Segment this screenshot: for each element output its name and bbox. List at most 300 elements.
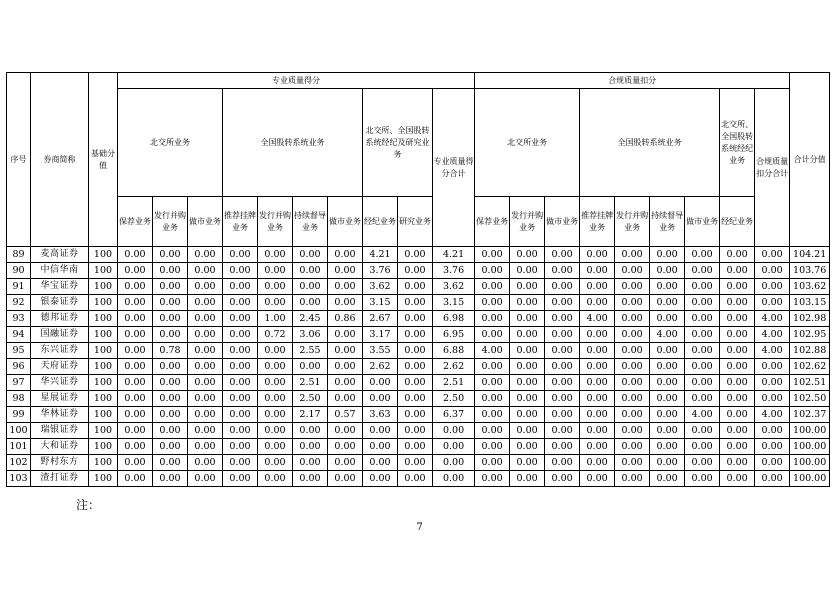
row-value-cell: 103.62: [790, 279, 830, 295]
col-seq-header: 序号: [7, 73, 31, 247]
row-value-cell: 0.00: [398, 423, 433, 439]
row-value-cell: 0.00: [545, 455, 580, 471]
row-value-cell: 0.00: [258, 423, 293, 439]
row-value-cell: 0.00: [510, 375, 545, 391]
row-value-cell: 0.00: [755, 455, 790, 471]
row-value-cell: 0.00: [118, 359, 153, 375]
row-value-cell: 0.00: [153, 423, 188, 439]
row-value-cell: 0.00: [580, 263, 615, 279]
row-value-cell: 0.00: [650, 343, 685, 359]
row-value-cell: 0.00: [615, 359, 650, 375]
row-value-cell: 3.76: [363, 263, 398, 279]
row-value-cell: 0.00: [293, 471, 328, 487]
row-value-cell: 0.00: [153, 375, 188, 391]
row-value-cell: 0.00: [755, 471, 790, 487]
row-value-cell: 0.00: [293, 279, 328, 295]
row-value-cell: 0.00: [188, 471, 223, 487]
row-value-cell: 0.00: [650, 311, 685, 327]
sub-brokerage-header: 经纪业务: [363, 197, 398, 247]
row-value-cell: 0.00: [328, 327, 363, 343]
row-value-cell: 0.00: [475, 455, 510, 471]
row-value-cell: 2.62: [363, 359, 398, 375]
row-value-cell: 0.00: [510, 311, 545, 327]
row-value-cell: 0.00: [223, 263, 258, 279]
row-value-cell: 0.00: [685, 391, 720, 407]
row-value-cell: 0.00: [510, 391, 545, 407]
row-value-cell: 0.00: [433, 439, 475, 455]
row-value-cell: 0.00: [685, 311, 720, 327]
row-value-cell: 100: [89, 327, 118, 343]
row-name-cell: 华林证券: [31, 407, 89, 423]
row-value-cell: 0.00: [363, 439, 398, 455]
row-name-cell: 麦高证券: [31, 247, 89, 263]
row-value-cell: 0.00: [615, 247, 650, 263]
row-value-cell: 0.00: [223, 375, 258, 391]
table-row: [7, 311, 830, 327]
row-value-cell: 0.00: [328, 471, 363, 487]
row-value-cell: 0.00: [258, 343, 293, 359]
row-value-cell: 0.00: [153, 439, 188, 455]
row-value-cell: 0.00: [223, 311, 258, 327]
row-value-cell: 0.00: [720, 359, 755, 375]
row-value-cell: 0.00: [615, 311, 650, 327]
row-value-cell: 0.00: [685, 455, 720, 471]
row-seq-cell: 93: [7, 311, 31, 327]
row-name-cell: 华宝证券: [31, 279, 89, 295]
row-value-cell: 0.00: [510, 247, 545, 263]
row-value-cell: 0.00: [118, 439, 153, 455]
footnote: 注：: [76, 498, 101, 512]
prof-group-header: 专业质量得分: [118, 73, 475, 89]
sub-c-listing-header: 推荐挂牌业务: [580, 197, 615, 247]
row-value-cell: 103.76: [790, 263, 830, 279]
row-value-cell: 0.00: [223, 439, 258, 455]
row-value-cell: 0.00: [650, 471, 685, 487]
row-value-cell: 0.00: [258, 455, 293, 471]
neeq-header: 全国股转系统业务: [223, 89, 363, 197]
row-value-cell: 0.00: [188, 327, 223, 343]
comp-bjs-neeq-header: 北交所、全国股转系统经纪业务: [720, 89, 755, 197]
row-value-cell: 0.00: [475, 295, 510, 311]
row-value-cell: 0.00: [398, 439, 433, 455]
row-value-cell: 0.00: [720, 375, 755, 391]
table-body: [7, 247, 830, 487]
row-value-cell: 0.00: [475, 279, 510, 295]
table-row: [7, 471, 830, 487]
row-value-cell: 0.00: [398, 391, 433, 407]
row-value-cell: 0.00: [545, 407, 580, 423]
row-value-cell: 100: [89, 343, 118, 359]
row-value-cell: 0.00: [545, 375, 580, 391]
row-value-cell: 2.55: [293, 343, 328, 359]
row-value-cell: 0.00: [755, 375, 790, 391]
row-value-cell: 0.00: [475, 263, 510, 279]
row-value-cell: 0.00: [328, 375, 363, 391]
table-row: [7, 455, 830, 471]
row-value-cell: 0.00: [650, 391, 685, 407]
row-value-cell: 0.00: [650, 279, 685, 295]
row-value-cell: 0.00: [615, 455, 650, 471]
row-value-cell: 0.00: [188, 375, 223, 391]
row-value-cell: 0.00: [223, 295, 258, 311]
row-value-cell: 0.00: [685, 423, 720, 439]
row-value-cell: 0.00: [258, 279, 293, 295]
sub-c-brokerage-header: 经纪业务: [720, 197, 755, 247]
row-value-cell: 0.00: [363, 423, 398, 439]
row-value-cell: 0.00: [398, 247, 433, 263]
row-value-cell: 2.67: [363, 311, 398, 327]
row-value-cell: 0.00: [223, 327, 258, 343]
row-value-cell: 0.00: [580, 455, 615, 471]
row-value-cell: 0.00: [685, 359, 720, 375]
row-seq-cell: 103: [7, 471, 31, 487]
row-value-cell: 0.00: [720, 279, 755, 295]
row-value-cell: 0.00: [153, 359, 188, 375]
row-value-cell: 6.98: [433, 311, 475, 327]
row-value-cell: 0.00: [510, 471, 545, 487]
row-value-cell: 103.15: [790, 295, 830, 311]
row-name-cell: 天府证券: [31, 359, 89, 375]
row-value-cell: 0.00: [118, 391, 153, 407]
row-name-cell: 东兴证券: [31, 343, 89, 359]
row-value-cell: 0.00: [328, 359, 363, 375]
row-value-cell: 0.00: [118, 295, 153, 311]
row-value-cell: 100: [89, 391, 118, 407]
sub-listing-header: 推荐挂牌业务: [223, 197, 258, 247]
row-value-cell: 0.00: [650, 247, 685, 263]
row-value-cell: 0.00: [293, 359, 328, 375]
row-value-cell: 0.00: [510, 343, 545, 359]
row-seq-cell: 100: [7, 423, 31, 439]
row-value-cell: 0.00: [118, 423, 153, 439]
row-value-cell: 0.00: [398, 343, 433, 359]
bjs-header: 北交所业务: [118, 89, 223, 197]
row-value-cell: 0.00: [580, 407, 615, 423]
row-value-cell: 0.00: [363, 391, 398, 407]
row-value-cell: 0.00: [293, 455, 328, 471]
row-value-cell: 102.95: [790, 327, 830, 343]
row-value-cell: 3.63: [363, 407, 398, 423]
row-value-cell: 100.00: [790, 423, 830, 439]
row-value-cell: 0.00: [720, 455, 755, 471]
row-value-cell: 0.00: [118, 343, 153, 359]
row-value-cell: 102.51: [790, 375, 830, 391]
row-value-cell: 0.00: [545, 471, 580, 487]
row-value-cell: 0.00: [685, 327, 720, 343]
row-value-cell: 0.00: [188, 263, 223, 279]
row-value-cell: 0.00: [118, 407, 153, 423]
row-value-cell: 100: [89, 295, 118, 311]
row-value-cell: 0.00: [580, 375, 615, 391]
row-value-cell: 0.00: [118, 263, 153, 279]
row-value-cell: 0.00: [720, 247, 755, 263]
row-value-cell: 0.00: [433, 423, 475, 439]
row-name-cell: 大和证券: [31, 439, 89, 455]
row-value-cell: 0.00: [153, 247, 188, 263]
row-value-cell: 0.00: [223, 471, 258, 487]
row-value-cell: 0.00: [118, 375, 153, 391]
row-value-cell: 0.00: [398, 311, 433, 327]
row-value-cell: 0.00: [755, 423, 790, 439]
row-value-cell: 0.00: [580, 423, 615, 439]
row-value-cell: 0.00: [580, 471, 615, 487]
sub-c-issue-header: 发行并购业务: [510, 197, 545, 247]
row-value-cell: 0.00: [188, 407, 223, 423]
row-value-cell: 100: [89, 263, 118, 279]
row-value-cell: 0.00: [615, 471, 650, 487]
row-value-cell: 0.00: [153, 327, 188, 343]
row-value-cell: 0.00: [258, 439, 293, 455]
row-value-cell: 0.00: [433, 455, 475, 471]
row-value-cell: 100: [89, 311, 118, 327]
row-value-cell: 0.00: [545, 295, 580, 311]
row-value-cell: 0.00: [293, 295, 328, 311]
row-value-cell: 0.00: [685, 343, 720, 359]
row-value-cell: 0.00: [580, 295, 615, 311]
row-value-cell: 0.00: [580, 359, 615, 375]
row-value-cell: 0.00: [223, 391, 258, 407]
row-value-cell: 4.00: [755, 327, 790, 343]
comp-neeq-header: 全国股转系统业务: [580, 89, 720, 197]
row-value-cell: 2.50: [293, 391, 328, 407]
row-name-cell: 华兴证券: [31, 375, 89, 391]
row-value-cell: 0.00: [615, 439, 650, 455]
row-value-cell: 0.00: [650, 359, 685, 375]
row-name-cell: 渣打证券: [31, 471, 89, 487]
row-value-cell: 4.21: [433, 247, 475, 263]
row-value-cell: 100.00: [790, 455, 830, 471]
row-value-cell: 0.00: [475, 375, 510, 391]
row-value-cell: 3.55: [363, 343, 398, 359]
row-value-cell: 0.00: [650, 375, 685, 391]
row-value-cell: 4.00: [755, 407, 790, 423]
row-value-cell: 0.00: [545, 439, 580, 455]
row-value-cell: 0.00: [258, 247, 293, 263]
row-value-cell: 4.21: [363, 247, 398, 263]
row-seq-cell: 91: [7, 279, 31, 295]
row-value-cell: 100: [89, 423, 118, 439]
row-value-cell: 0.00: [328, 295, 363, 311]
row-value-cell: 0.00: [475, 311, 510, 327]
row-value-cell: 0.00: [755, 295, 790, 311]
row-value-cell: 0.00: [153, 471, 188, 487]
row-value-cell: 0.00: [685, 439, 720, 455]
row-value-cell: 0.00: [720, 311, 755, 327]
row-value-cell: 0.00: [650, 263, 685, 279]
row-value-cell: 0.00: [580, 279, 615, 295]
row-value-cell: 0.72: [258, 327, 293, 343]
row-seq-cell: 89: [7, 247, 31, 263]
row-value-cell: 0.00: [188, 343, 223, 359]
row-value-cell: 3.15: [363, 295, 398, 311]
row-value-cell: 0.00: [188, 279, 223, 295]
row-seq-cell: 90: [7, 263, 31, 279]
row-value-cell: 100: [89, 439, 118, 455]
row-value-cell: 0.00: [615, 295, 650, 311]
row-value-cell: 100: [89, 375, 118, 391]
bjs-neeq-header: 北交所、全国股转系统经纪及研究业务: [363, 89, 433, 197]
row-value-cell: 0.00: [615, 263, 650, 279]
row-name-cell: 银泰证券: [31, 295, 89, 311]
row-value-cell: 2.62: [433, 359, 475, 375]
row-value-cell: 0.00: [188, 391, 223, 407]
row-value-cell: 0.00: [510, 455, 545, 471]
comp-total-header: 合规质量扣分合计: [755, 89, 790, 247]
row-value-cell: 0.00: [755, 247, 790, 263]
row-value-cell: 0.00: [580, 247, 615, 263]
row-value-cell: 0.00: [188, 311, 223, 327]
row-value-cell: 0.00: [615, 423, 650, 439]
row-value-cell: 0.00: [363, 455, 398, 471]
row-value-cell: 0.00: [258, 471, 293, 487]
row-value-cell: 0.00: [153, 279, 188, 295]
comp-group-header: 合规质量扣分: [475, 73, 790, 89]
row-value-cell: 0.00: [153, 391, 188, 407]
sub-c-market-making2-header: 做市业务: [685, 197, 720, 247]
row-value-cell: 0.00: [475, 247, 510, 263]
row-value-cell: 100: [89, 359, 118, 375]
row-value-cell: 100: [89, 247, 118, 263]
row-value-cell: 100.00: [790, 471, 830, 487]
row-name-cell: 星展证券: [31, 391, 89, 407]
row-value-cell: 0.00: [398, 263, 433, 279]
row-seq-cell: 95: [7, 343, 31, 359]
row-value-cell: 0.00: [118, 327, 153, 343]
table-row: [7, 343, 830, 359]
table-row: [7, 327, 830, 343]
row-value-cell: 0.00: [328, 455, 363, 471]
row-value-cell: 0.00: [650, 423, 685, 439]
row-value-cell: 1.00: [258, 311, 293, 327]
row-value-cell: 4.00: [580, 311, 615, 327]
page-number: 7: [416, 522, 423, 533]
row-value-cell: 3.62: [433, 279, 475, 295]
row-value-cell: 0.00: [258, 359, 293, 375]
row-value-cell: 0.00: [720, 295, 755, 311]
table-row: [7, 391, 830, 407]
row-value-cell: 0.00: [545, 311, 580, 327]
row-value-cell: 0.00: [223, 359, 258, 375]
row-name-cell: 中信华南: [31, 263, 89, 279]
table-row: [7, 375, 830, 391]
row-value-cell: 6.95: [433, 327, 475, 343]
row-value-cell: 0.00: [475, 471, 510, 487]
row-value-cell: 0.00: [398, 295, 433, 311]
row-value-cell: 0.00: [615, 279, 650, 295]
row-value-cell: 0.00: [545, 279, 580, 295]
row-value-cell: 0.00: [580, 391, 615, 407]
row-value-cell: 0.00: [293, 247, 328, 263]
row-value-cell: 0.00: [398, 407, 433, 423]
row-seq-cell: 97: [7, 375, 31, 391]
row-value-cell: 0.00: [398, 279, 433, 295]
row-value-cell: 4.00: [685, 407, 720, 423]
row-value-cell: 100: [89, 471, 118, 487]
sub-c-sponsor-header: 保荐业务: [475, 197, 510, 247]
row-value-cell: 3.06: [293, 327, 328, 343]
row-value-cell: 0.00: [650, 407, 685, 423]
sub-issue-header: 发行并购业务: [153, 197, 188, 247]
table-row: [7, 263, 830, 279]
row-seq-cell: 94: [7, 327, 31, 343]
row-value-cell: 100.00: [790, 439, 830, 455]
row-value-cell: 0.00: [153, 407, 188, 423]
row-value-cell: 0.00: [545, 423, 580, 439]
row-value-cell: 0.00: [223, 407, 258, 423]
row-value-cell: 0.00: [650, 295, 685, 311]
row-value-cell: 0.00: [615, 375, 650, 391]
row-seq-cell: 101: [7, 439, 31, 455]
row-value-cell: 0.00: [118, 247, 153, 263]
table-header: [7, 73, 830, 247]
row-value-cell: 0.00: [510, 279, 545, 295]
sub-c-issue2-header: 发行并购业务: [615, 197, 650, 247]
row-value-cell: 0.00: [328, 391, 363, 407]
row-value-cell: 0.00: [118, 455, 153, 471]
row-value-cell: 0.00: [720, 327, 755, 343]
row-value-cell: 0.00: [153, 295, 188, 311]
row-value-cell: 100: [89, 279, 118, 295]
row-value-cell: 0.00: [328, 247, 363, 263]
row-value-cell: 0.00: [293, 263, 328, 279]
row-value-cell: 0.00: [755, 359, 790, 375]
sub-market-making2-header: 做市业务: [328, 197, 363, 247]
row-value-cell: 0.00: [580, 343, 615, 359]
table-row: [7, 247, 830, 263]
row-value-cell: 0.00: [118, 311, 153, 327]
row-value-cell: 102.98: [790, 311, 830, 327]
row-value-cell: 0.00: [153, 263, 188, 279]
row-value-cell: 0.00: [720, 439, 755, 455]
row-value-cell: 2.50: [433, 391, 475, 407]
row-value-cell: 0.00: [510, 439, 545, 455]
row-value-cell: 4.00: [755, 311, 790, 327]
row-value-cell: 0.00: [223, 247, 258, 263]
table-row: [7, 439, 830, 455]
row-value-cell: 0.78: [153, 343, 188, 359]
row-value-cell: 0.00: [685, 471, 720, 487]
row-value-cell: 0.00: [510, 263, 545, 279]
row-value-cell: 0.00: [720, 343, 755, 359]
score-table: [6, 72, 830, 487]
row-value-cell: 0.00: [720, 407, 755, 423]
row-value-cell: 0.00: [615, 407, 650, 423]
sub-issue2-header: 发行并购业务: [258, 197, 293, 247]
row-value-cell: 0.00: [118, 471, 153, 487]
row-value-cell: 102.62: [790, 359, 830, 375]
row-value-cell: 102.37: [790, 407, 830, 423]
row-value-cell: 0.00: [258, 391, 293, 407]
row-value-cell: 2.45: [293, 311, 328, 327]
table-row: [7, 407, 830, 423]
row-value-cell: 0.00: [580, 327, 615, 343]
row-seq-cell: 99: [7, 407, 31, 423]
row-value-cell: 0.00: [223, 423, 258, 439]
row-value-cell: 0.00: [545, 359, 580, 375]
row-value-cell: 0.00: [293, 439, 328, 455]
row-value-cell: 0.00: [363, 375, 398, 391]
row-value-cell: 0.00: [755, 279, 790, 295]
row-value-cell: 0.00: [650, 455, 685, 471]
row-value-cell: 0.00: [545, 391, 580, 407]
row-seq-cell: 92: [7, 295, 31, 311]
row-value-cell: 0.00: [720, 423, 755, 439]
col-grand-total-header: 合计分值: [790, 73, 830, 247]
row-value-cell: 0.00: [720, 263, 755, 279]
row-value-cell: 0.00: [223, 279, 258, 295]
row-value-cell: 4.00: [755, 343, 790, 359]
row-value-cell: 0.00: [615, 327, 650, 343]
